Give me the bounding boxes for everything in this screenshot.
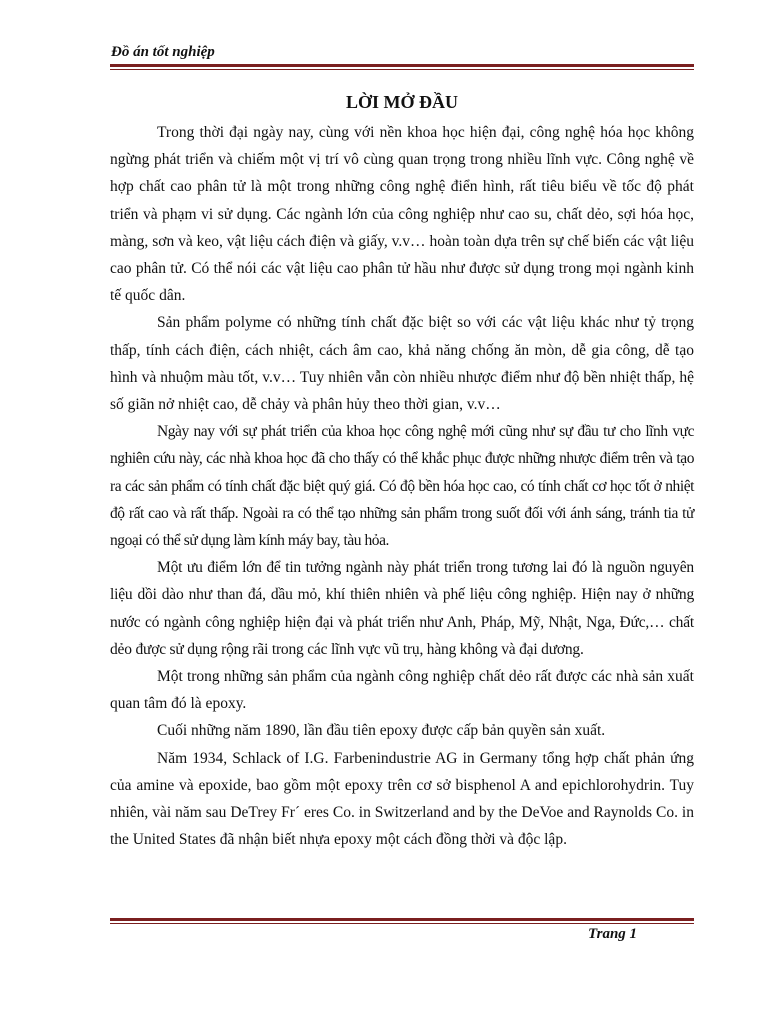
document-body — [110, 119, 694, 853]
header-divider — [110, 64, 694, 70]
paragraph-6: Cuối những năm 1890, lần đầu tiên epoxy được cấp bản quyền sản xuất. — [157, 722, 606, 740]
paragraph-2: Sản phẩm polyme có những tính chất đặc biệt so với các vật liệu khác như tỷ trọng thấp, tính cách điện, cách nhiệt, cách âm cao, khả năng chống ăn mòn, dễ gia công, dễ tạo hình và nhuộm màu tốt, v.v… Tuy nhiên vẫn còn nhiều nhược điểm như độ bền nhiệt thấp, hệ số giãn nở nhiệt cao, dễ chảy và phân hủy theo thời gian, v.v… — [110, 314, 694, 414]
paragraph-3: Ngày nay với sự phát triển của khoa học công nghệ mới cũng như sự đầu tư cho lĩnh vực nghiên cứu này, các nhà khoa học đã cho thấy có thể khắc phục được những nhược điểm trên và tạo ra các sản phẩm có tính chất đặc biệt quý giá. Có độ bền hóa học cao, có tính chất cơ học tốt ở nhiệt độ rất cao và rất thấp. Ngoài ra có thể tạo những sản phẩm trong suốt đối với ánh sáng, tránh tia tử ngoại có thể sử dụng làm kính máy bay, tàu hỏa. — [110, 423, 694, 550]
page-number: Trang 1 — [588, 926, 638, 942]
document-header-title: Đồ án tốt nghiệp — [111, 44, 215, 60]
paragraph-4: Một ưu điểm lớn để tin tưởng ngành này phát triển trong tương lai đó là nguồn nguyên liệu dồi dào như than đá, dầu mỏ, khí thiên nhiên và phế liệu công nghiệp. Hiện nay ở những nước có ngành công nghiệp hiện đại và phát triển như Anh, Pháp, Mỹ, Nhật, Nga, Đức,… chất dẻo được sử dụng rộng rãi trong các lĩnh vực vũ trụ, hàng không và đại dương. — [110, 559, 694, 658]
paragraph-7: Năm 1934, Schlack of I.G. Farbenindustrie AG in Germany tổng hợp chất phản ứng của amine và epoxide, bao gồm một epoxy trên cơ sở bisphenol A and epichlorohydrin. Tuy nhiên, vài năm sau DeTrey Fr´ eres Co. in Switzerland and by the DeVoe and Raynolds Co. in the United States đã nhận biết nhựa epoxy một cách đồng thời và độc lập. — [110, 749, 694, 849]
paragraph-1: Trong thời đại ngày nay, cùng với nền khoa học hiện đại, công nghệ hóa học không ngừng phát triển và chiếm một vị trí vô cùng quan trọng trong nhiều lĩnh vực. Công nghệ về hợp chất cao phân tử là một trong những công nghệ điển hình, rất tiêu biểu về tốc độ phát triển và phạm vi sử dụng. Các ngành lớn của công nghiệp như cao su, chất dẻo, sợi hóa học, màng, sơn và keo, vật liệu cách điện và giấy, v.v… hoàn toàn dựa trên sự chế biến các vật liệu cao phân tử. Có thể nói các vật liệu cao phân tử hầu như được sử dụng trong mọi ngành kinh tế quốc dân. — [110, 124, 694, 305]
footer-divider — [110, 918, 694, 924]
page-title: LỜI MỞ ĐẦU — [346, 92, 458, 112]
paragraph-5: Một trong những sản phẩm của ngành công nghiệp chất dẻo rất được các nhà sản xuất quan tâm đó là epoxy. — [110, 668, 694, 713]
